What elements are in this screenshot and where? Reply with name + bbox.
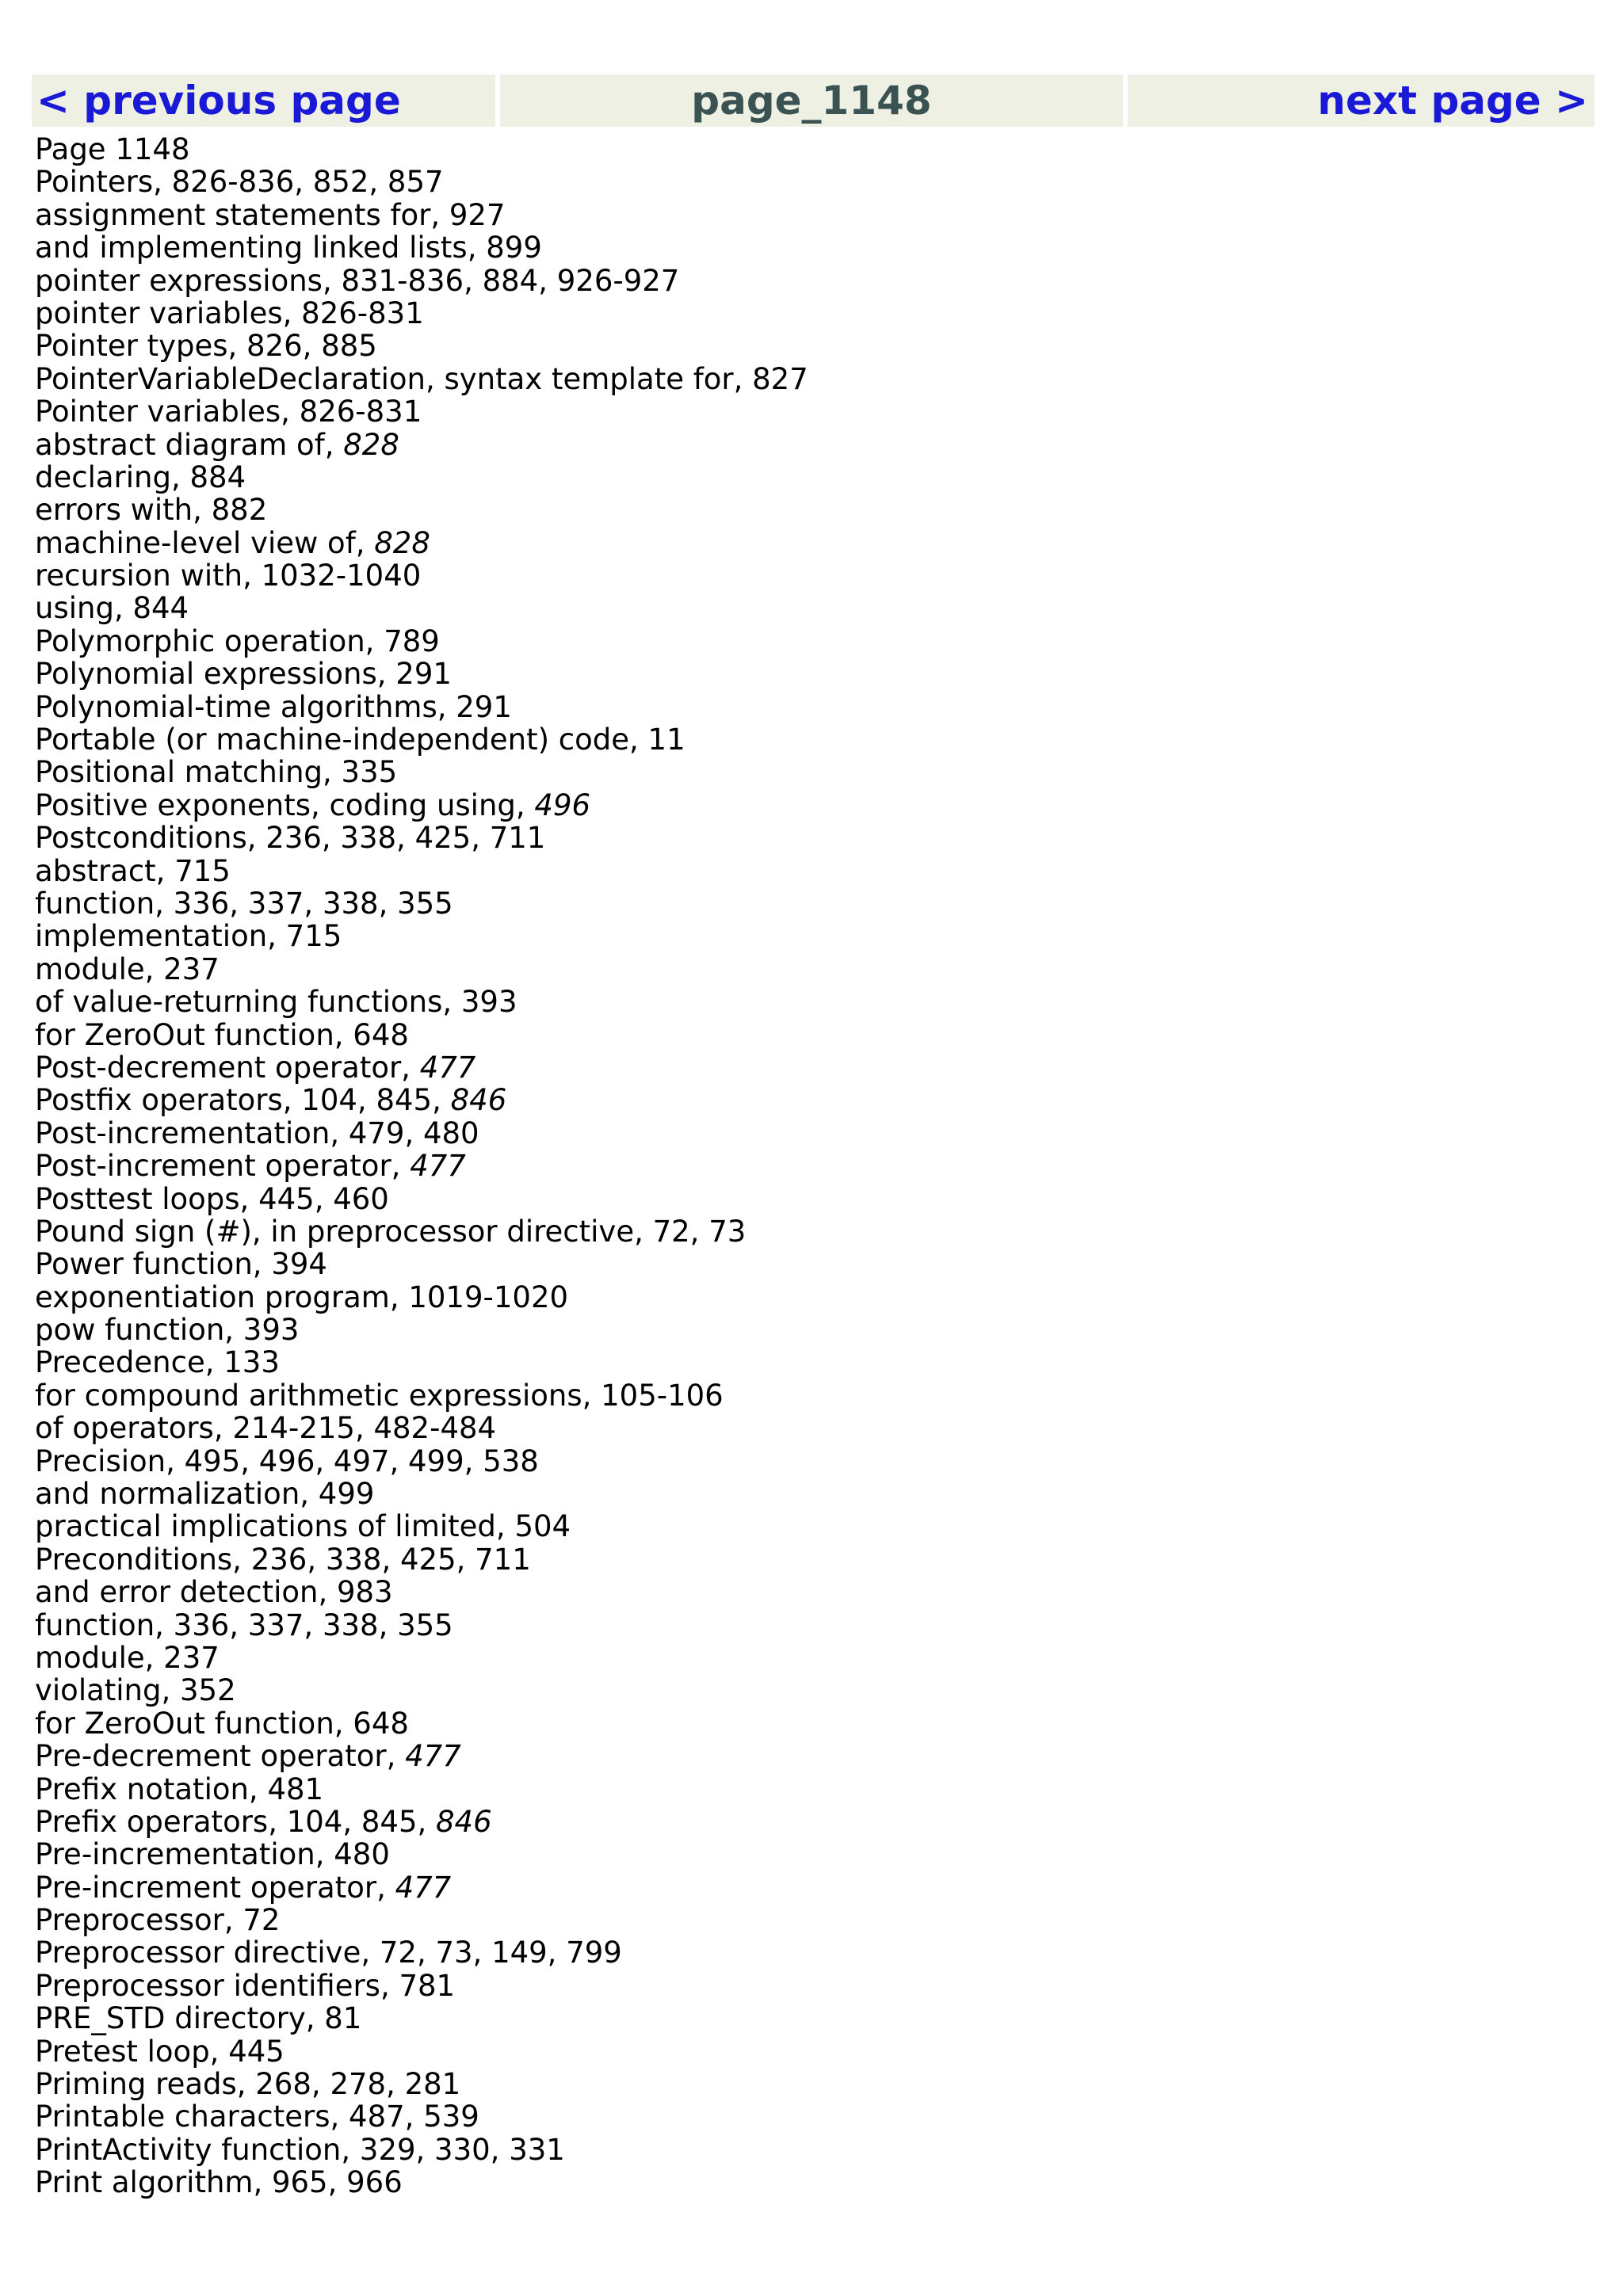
index-entry-text: machine-level view of, (35, 525, 375, 560)
page-title: page_1148 (500, 74, 1123, 127)
index-page-ref-italic: 477 (395, 1870, 452, 1905)
index-entry-text: recursion with, 1032-1040 (35, 559, 422, 593)
index-entry (35, 1051, 1541, 1084)
index-entries (35, 133, 1541, 2199)
index-entry (35, 1609, 1541, 1642)
index-entry (35, 1510, 1541, 1543)
index-entry (35, 953, 1541, 986)
index-entry-text: PrintActivity function, 329, 330, 331 (35, 2132, 565, 2167)
index-entry (35, 1445, 1541, 1478)
index-entry (35, 1970, 1541, 2002)
index-entry-text: Positive exponents, coding using, (35, 788, 535, 822)
index-entry-text: Pointer types, 826, 885 (35, 329, 377, 364)
index-entry-text: of value-returning functions, 393 (35, 985, 517, 1020)
index-entry-text: PointerVariableDeclaration, syntax template for, 827 (35, 361, 808, 396)
index-entry-text: Priming reads, 268, 278, 281 (35, 2067, 461, 2102)
index-entry-text: Postfix operators, 104, 845, (35, 1083, 451, 1118)
index-entry (35, 395, 1541, 428)
index-entry (35, 723, 1541, 756)
index-entry (35, 429, 1541, 461)
index-entry (35, 691, 1541, 723)
index-page-ref-italic: 828 (374, 525, 430, 560)
index-entry (35, 2166, 1541, 2199)
index-entry (35, 1936, 1541, 1969)
index-entry-text: Printable characters, 487, 539 (35, 2100, 479, 2134)
index-entry-text: Pre-increment operator, (35, 1870, 395, 1905)
index-entry (35, 1314, 1541, 1346)
index-entry-text: violating, 352 (35, 1673, 236, 1708)
index-entry-text: of operators, 214-215, 482-484 (35, 1411, 497, 1446)
index-entry (35, 1674, 1541, 1707)
index-entry (35, 2002, 1541, 2035)
index-entry (35, 1019, 1541, 1051)
index-entry-text: Polynomial expressions, 291 (35, 657, 452, 692)
index-entry-text: Pointer variables, 826-831 (35, 395, 422, 429)
index-entry-text: pointer expressions, 831-836, 884, 926-927 (35, 263, 680, 298)
index-entry (35, 166, 1541, 198)
index-entry (35, 265, 1541, 297)
index-entry (35, 756, 1541, 788)
index-entry (35, 2035, 1541, 2068)
index-entry (35, 1904, 1541, 1936)
index-entry-text: practical implications of limited, 504 (35, 1509, 571, 1544)
index-page-ref-italic: 477 (410, 1149, 466, 1184)
index-entry-text: Portable (or machine-independent) code, 11 (35, 723, 685, 757)
index-entry-text: Polymorphic operation, 789 (35, 624, 440, 658)
index-entry (35, 986, 1541, 1018)
index-entry (35, 2100, 1541, 2133)
previous-page-link[interactable]: < previous page (32, 74, 495, 127)
index-entry-text: Post-increment operator, (35, 1149, 411, 1184)
index-entry-text: Pointers, 826-836, 852, 857 (35, 165, 444, 200)
index-entry-text: Preprocessor identifiers, 781 (35, 1968, 456, 2003)
index-entry-text: Post-decrement operator, (35, 1050, 420, 1085)
index-entry-text: Postconditions, 236, 338, 425, 711 (35, 821, 546, 856)
index-entry (35, 1379, 1541, 1412)
index-page-ref-italic: 828 (343, 427, 399, 462)
index-entry-text: Power function, 394 (35, 1247, 327, 1282)
index-entry-text: pow function, 393 (35, 1313, 300, 1348)
index-entry-text: for compound arithmetic expressions, 105-106 (35, 1378, 724, 1413)
index-entry-text: Preprocessor, 72 (35, 1903, 281, 1938)
index-entry (35, 887, 1541, 920)
index-entry (35, 1117, 1541, 1150)
index-entry-text: Preprocessor directive, 72, 73, 149, 799 (35, 1936, 622, 1970)
index-entry-text: Pre-decrement operator, (35, 1739, 406, 1774)
index-entry-text: PRE_STD directory, 81 (35, 2001, 362, 2036)
index-entry (35, 855, 1541, 887)
index-entry-text: function, 336, 337, 338, 355 (35, 1608, 453, 1642)
index-entry-text: errors with, 882 (35, 493, 268, 528)
index-entry (35, 363, 1541, 395)
index-entry-text: and implementing linked lists, 899 (35, 231, 542, 265)
index-page-ref-italic: 846 (450, 1083, 507, 1118)
index-page-ref-italic: 846 (436, 1804, 492, 1839)
index-entry-text: function, 336, 337, 338, 355 (35, 886, 453, 921)
index-entry (35, 1478, 1541, 1510)
index-entry-text: and normalization, 499 (35, 1477, 375, 1512)
index-entry-text: implementation, 715 (35, 919, 342, 954)
index-entry (35, 1346, 1541, 1379)
index-entry (35, 1281, 1541, 1314)
index-entry-text: Pound sign (#), in preprocessor directive, 72, 73 (35, 1214, 747, 1249)
index-entry (35, 231, 1541, 264)
index-entry-text: Print algorithm, 965, 966 (35, 2165, 403, 2200)
index-entry (35, 1707, 1541, 1740)
index-entry (35, 2068, 1541, 2100)
index-entry-text: Preconditions, 236, 338, 425, 711 (35, 1542, 531, 1577)
index-entry (35, 920, 1541, 952)
index-entry (35, 1150, 1541, 1182)
index-entry (35, 822, 1541, 854)
index-entry (35, 1806, 1541, 1838)
index-page-ref-italic: 477 (419, 1050, 476, 1085)
index-entry-text: assignment statements for, 927 (35, 197, 506, 232)
index-entry (35, 789, 1541, 822)
index-entry-text: Pretest loop, 445 (35, 2034, 285, 2069)
index-entry (35, 1871, 1541, 1904)
index-entry (35, 559, 1541, 592)
index-entry (35, 658, 1541, 690)
next-page-link[interactable]: next page > (1128, 74, 1594, 127)
index-entry (35, 1215, 1541, 1248)
index-entry-text: Precedence, 133 (35, 1345, 280, 1380)
index-entry-text: Prefix notation, 481 (35, 1772, 324, 1806)
index-entry (35, 1183, 1541, 1215)
index-entry-text: exponentiation program, 1019-1020 (35, 1280, 569, 1314)
index-entry-text: declaring, 884 (35, 460, 246, 494)
index-entry (35, 1084, 1541, 1116)
index-entry-text: Page 1148 (35, 132, 190, 166)
index-entry-text: module, 237 (35, 952, 220, 986)
page-navigation-bar (32, 74, 1594, 127)
index-entry-text: and error detection, 983 (35, 1575, 393, 1610)
index-entry-text: Posttest loops, 445, 460 (35, 1181, 389, 1216)
index-entry-text: using, 844 (35, 591, 189, 626)
index-entry-text: pointer variables, 826-831 (35, 296, 424, 330)
index-entry-text: Pre-incrementation, 480 (35, 1837, 390, 1872)
index-entry-text: Positional matching, 335 (35, 755, 398, 790)
index-entry-text: for ZeroOut function, 648 (35, 1706, 409, 1741)
index-entry (35, 1543, 1541, 1576)
index-entry-text: abstract diagram of, (35, 427, 344, 462)
index-entry (35, 1838, 1541, 1871)
index-entry (35, 297, 1541, 330)
index-entry-text: Precision, 495, 496, 497, 499, 538 (35, 1444, 539, 1478)
index-entry (35, 527, 1541, 559)
index-entry (35, 1740, 1541, 1772)
index-entry (35, 625, 1541, 658)
index-entry-text: abstract, 715 (35, 853, 231, 888)
index-entry (35, 1412, 1541, 1444)
index-entry (35, 1773, 1541, 1806)
index-entry (35, 1248, 1541, 1280)
index-entry-text: Polynomial-time algorithms, 291 (35, 689, 512, 724)
index-entry-text: module, 237 (35, 1640, 220, 1675)
index-entry-text: for ZeroOut function, 648 (35, 1017, 409, 1052)
index-entry-text: Prefix operators, 104, 845, (35, 1804, 437, 1839)
index-entry (35, 461, 1541, 494)
index-entry (35, 1642, 1541, 1674)
index-entry (35, 1576, 1541, 1608)
index-page-ref-italic: 477 (405, 1739, 461, 1774)
index-entry (35, 199, 1541, 231)
index-entry (35, 330, 1541, 362)
index-entry (35, 2134, 1541, 2166)
index-entry (35, 494, 1541, 526)
index-entry (35, 592, 1541, 624)
index-entry (35, 133, 1541, 166)
index-page-ref-italic: 496 (534, 788, 591, 822)
index-entry-text: Post-incrementation, 479, 480 (35, 1116, 479, 1150)
